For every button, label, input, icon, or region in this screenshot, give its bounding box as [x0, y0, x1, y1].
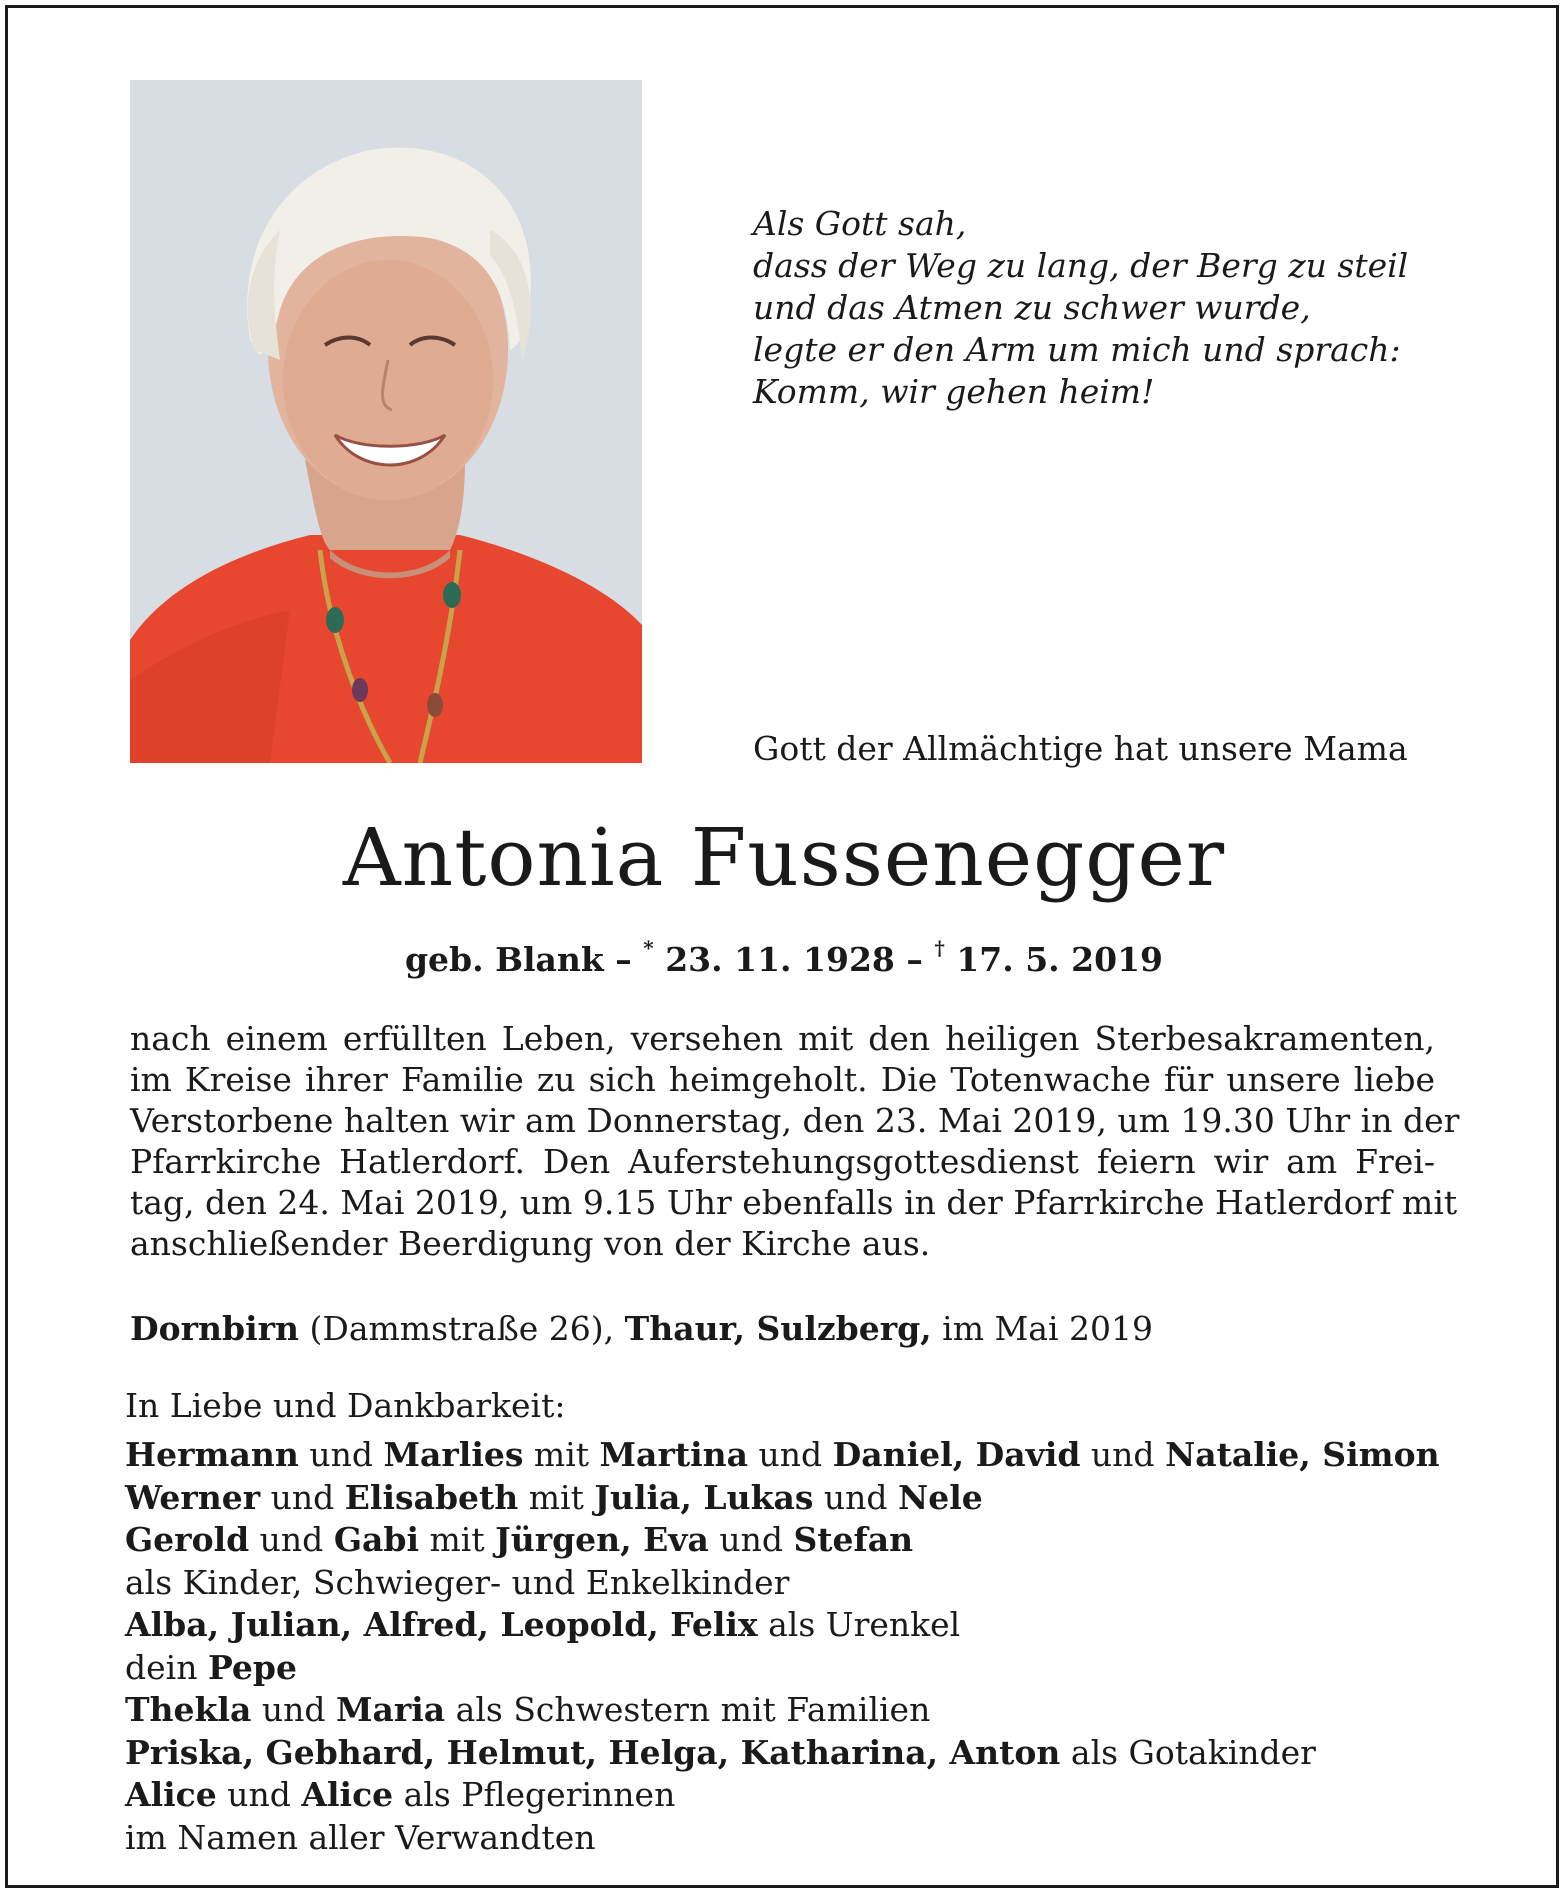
- body-line: tag, den 24. Mai 2019, um 9.15 Uhr ebenfalls in der Pfarrkirche Hatlerdorf mit: [130, 1183, 1458, 1222]
- mourner-text: und: [216, 1775, 302, 1814]
- mourner-text: als Pflegerinnen: [393, 1775, 676, 1814]
- poem-line: und das Atmen zu schwer wurde,: [753, 288, 1311, 327]
- mourner-text: und: [708, 1520, 794, 1559]
- mourner-text: dein: [125, 1647, 208, 1687]
- intro-text: Gott der Allmächtige hat unsere Mama: [753, 729, 1408, 768]
- poem-line: legte er den Arm um mich und sprach:: [753, 330, 1401, 369]
- mourners-list: [125, 1434, 1440, 1859]
- mourner-name: Stefan: [793, 1520, 914, 1559]
- body-line: anschließender Beerdigung von der Kirche aus.: [130, 1224, 931, 1263]
- poem-line: Als Gott sah,: [753, 204, 967, 243]
- month-year: im Mai 2019: [931, 1309, 1153, 1348]
- body-line: im Kreise ihrer Familie zu sich heimgeholt. Die Totenwache für unsere liebe: [130, 1060, 1435, 1099]
- mourner-name: Alice: [125, 1775, 217, 1814]
- mourner-line: [125, 1689, 1440, 1732]
- birth-date: 23. 11. 1928: [653, 940, 895, 979]
- death-date: 17. 5. 2019: [944, 940, 1164, 979]
- body-line: Pfarrkirche Hatlerdorf. Den Auferstehungsgottesdienst feiern wir am Frei-: [130, 1142, 1435, 1181]
- death-symbol: †: [934, 936, 945, 960]
- date-separator: –: [894, 940, 935, 979]
- mourner-text: und: [813, 1477, 899, 1517]
- mourner-name: Jürgen, Eva: [495, 1520, 709, 1559]
- mourner-text: und: [1080, 1435, 1166, 1474]
- maiden-name: geb. Blank: [404, 940, 604, 979]
- mourner-name: Marlies: [383, 1435, 524, 1474]
- mourner-name: Elisabeth: [344, 1477, 519, 1517]
- mourner-line: [125, 1519, 1440, 1562]
- mourner-name: Daniel, David: [832, 1435, 1081, 1474]
- mourner-name: Maria: [335, 1690, 446, 1729]
- mourner-text: und: [260, 1477, 345, 1517]
- poem-line: dass der Weg zu lang, der Berg zu steil: [753, 246, 1409, 285]
- mourner-name: Julia, Lukas: [594, 1477, 814, 1517]
- date-separator: –: [603, 940, 644, 979]
- mourner-text: als Kinder, Schwieger- und Enkelkinder: [125, 1562, 790, 1602]
- portrait-photo: [130, 80, 642, 763]
- body-line: nach einem erfüllten Leben, versehen mit den heiligen Sterbesakramenten,: [130, 1019, 1435, 1058]
- mourner-text: mit: [518, 1477, 595, 1517]
- mourner-name: Pepe: [207, 1647, 297, 1687]
- mourner-name: Werner: [125, 1477, 261, 1517]
- mourner-line: [125, 1477, 1440, 1520]
- mourner-text: und: [249, 1520, 334, 1559]
- poem: [753, 203, 1408, 413]
- mourner-name: Martina: [599, 1435, 748, 1474]
- mourner-line: [125, 1562, 1440, 1605]
- mourner-line: [125, 1604, 1440, 1647]
- mourner-text: als Schwestern mit Familien: [445, 1690, 931, 1729]
- announcement-body: [130, 1018, 1460, 1264]
- birth-symbol: *: [643, 936, 654, 960]
- place-names: Thaur, Sulzberg,: [624, 1309, 932, 1348]
- mourner-line: [125, 1817, 1440, 1860]
- mourner-name: Priska, Gebhard, Helmut, Helga, Katharina, Anton: [125, 1732, 1061, 1772]
- deceased-name: Antonia Fussenegger: [342, 811, 1226, 904]
- mourner-line: [125, 1732, 1440, 1775]
- mourner-name: Gerold: [125, 1520, 250, 1559]
- mourner-line: [125, 1647, 1440, 1690]
- poem-line: Komm, wir gehen heim!: [753, 372, 1155, 411]
- place-and-date: [130, 1308, 1153, 1350]
- mourner-line: [125, 1434, 1440, 1477]
- thanks-heading: In Liebe und Dankbarkeit:: [125, 1386, 566, 1425]
- address: (Dammstraße 26),: [299, 1309, 625, 1348]
- mourner-text: im Namen aller Verwandten: [125, 1817, 596, 1857]
- mourner-line: [125, 1774, 1440, 1817]
- life-dates: [0, 938, 1568, 982]
- mourner-name: Thekla: [125, 1690, 252, 1729]
- mourner-name: Nele: [898, 1477, 983, 1517]
- mourner-text: als Gotakinder: [1060, 1732, 1316, 1772]
- mourner-text: und: [747, 1435, 833, 1474]
- mourner-name: Natalie, Simon: [1165, 1435, 1440, 1474]
- mourner-name: Hermann: [125, 1435, 299, 1474]
- body-line: Verstorbene halten wir am Donnerstag, den 23. Mai 2019, um 19.30 Uhr in der: [130, 1101, 1460, 1140]
- mourner-name: Gabi: [333, 1520, 419, 1559]
- mourner-text: mit: [523, 1435, 600, 1474]
- mourner-text: und: [298, 1435, 384, 1474]
- mourner-name: Alice: [301, 1775, 394, 1814]
- mourner-text: als Urenkel: [757, 1605, 961, 1644]
- mourner-text: mit: [419, 1520, 496, 1559]
- mourner-name: Alba, Julian, Alfred, Leopold, Felix: [125, 1605, 758, 1644]
- mourner-text: und: [251, 1690, 336, 1729]
- place-name: Dornbirn: [130, 1309, 299, 1348]
